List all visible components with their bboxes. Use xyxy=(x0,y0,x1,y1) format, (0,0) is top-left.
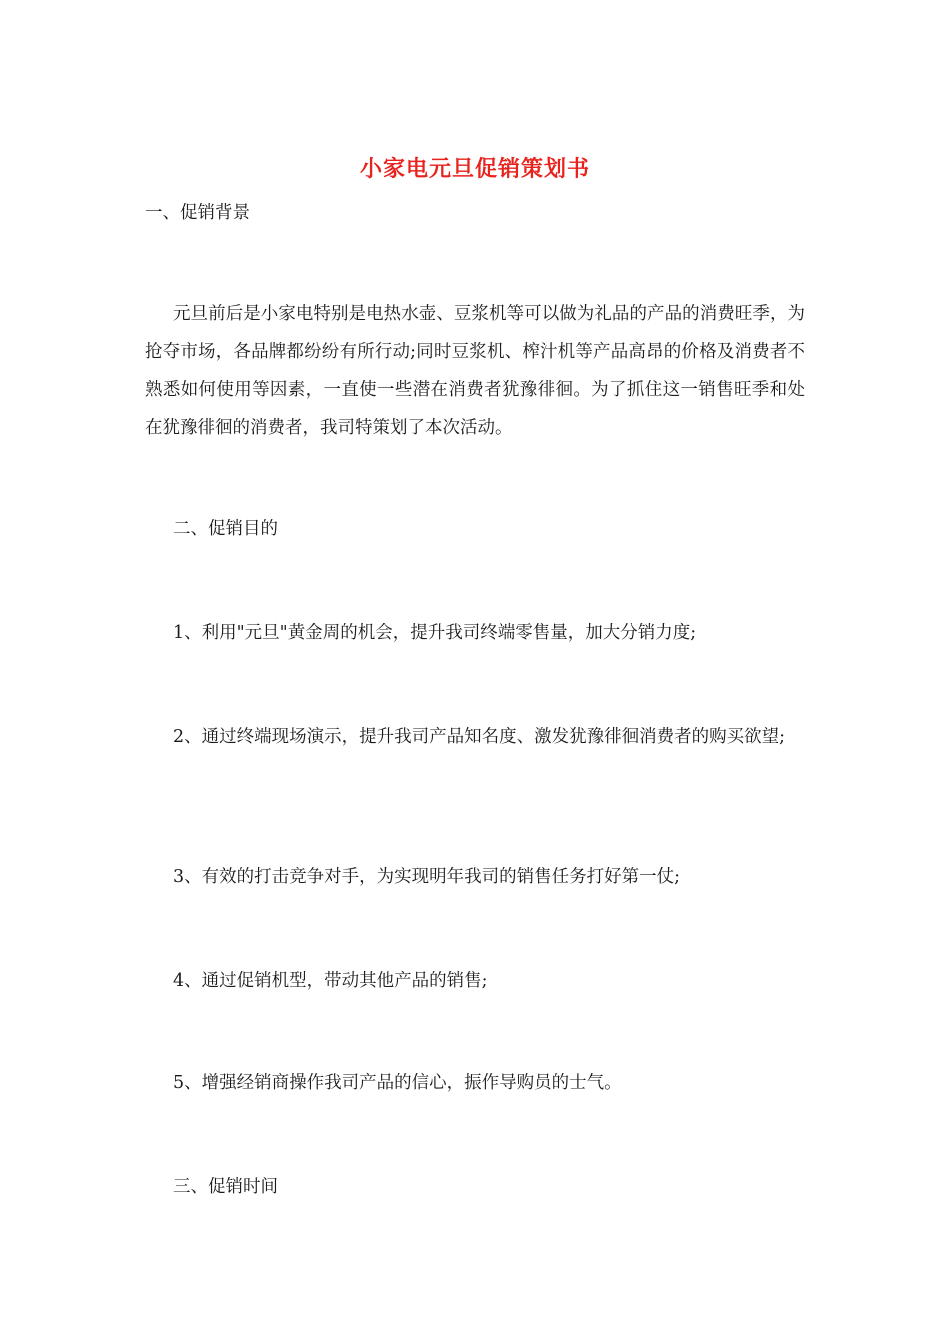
objective-item-2: 2、通过终端现场演示，提升我司产品知名度、激发犹豫徘徊消费者的购买欲望; xyxy=(173,727,786,747)
objective-item-3: 3、有效的打击竞争对手，为实现明年我司的销售任务打好第一仗; xyxy=(173,867,681,887)
section-heading-time: 三、促销时间 xyxy=(173,1177,278,1197)
objective-item-5: 5、增强经销商操作我司产品的信心，振作导购员的士气。 xyxy=(173,1073,622,1093)
section-heading-objectives: 二、促销目的 xyxy=(173,519,278,539)
section-heading-background: 一、促销背景 xyxy=(145,203,250,223)
background-paragraph: 元旦前后是小家电特别是电热水壶、豆浆机等可以做为礼品的产品的消费旺季，为抢夺市场，各品牌都纷纷有所行动;同时豆浆机、榨汁机等产品高昂的价格及消费者不熟悉如何使用等因素，一直使一些潜在消费者犹豫徘徊。为了抓住这一销售旺季和处在犹豫徘徊的消费者，我司特策划了本次活动。 xyxy=(145,304,805,438)
objective-item-4: 4、通过促销机型，带动其他产品的销售; xyxy=(173,971,488,991)
document-title: 小家电元旦促销策划书 xyxy=(359,156,590,182)
objective-item-1: 1、利用"元旦"黄金周的机会，提升我司终端零售量，加大分销力度; xyxy=(173,623,697,643)
